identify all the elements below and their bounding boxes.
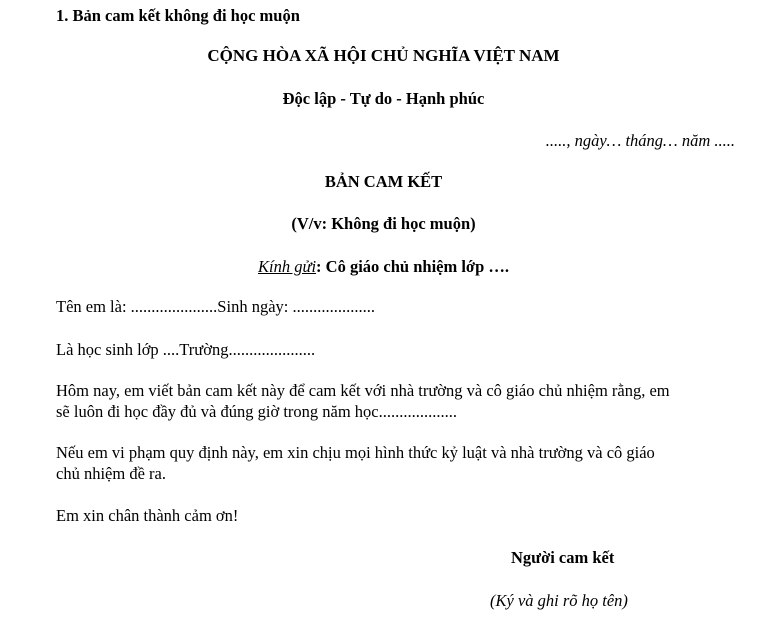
section-heading: 1. Bản cam kết không đi học muộn: [56, 6, 300, 25]
paragraph-2-line-1: Nếu em vi phạm quy định này, em xin chịu mọi hình thức kỷ luật và nhà trường và cô giáo: [56, 443, 655, 462]
date-line: ....., ngày… tháng… năm .....: [545, 131, 735, 150]
signature-title: Người cam kết: [511, 548, 615, 567]
recipient-value: : Cô giáo chủ nhiệm lớp ….: [316, 257, 509, 276]
signature-note: (Ký và ghi rõ họ tên): [490, 591, 628, 610]
motto: Độc lập - Tự do - Hạnh phúc: [282, 89, 485, 108]
class-line: Là học sinh lớp ....Trường.....................: [56, 340, 316, 359]
paragraph-1-line-1: Hôm nay, em viết bản cam kết này để cam kết với nhà trường và cô giáo chủ nhiệm rằng, em: [56, 381, 670, 400]
paragraph-2-line-2: chủ nhiệm đề ra.: [56, 464, 166, 483]
document-subject: (V/v: Không đi học muộn): [291, 214, 476, 233]
national-title: CỘNG HÒA XÃ HỘI CHỦ NGHĨA VIỆT NAM: [207, 46, 560, 65]
name-line: Tên em là: .....................Sinh ngày: ....................: [56, 297, 375, 316]
document-title: BẢN CAM KẾT: [324, 172, 443, 191]
paragraph-1-line-2: sẽ luôn đi học đầy đủ và đúng giờ trong năm học...................: [56, 402, 458, 421]
recipient-label: Kính gửi: [257, 257, 317, 276]
thanks-line: Em xin chân thành cảm ơn!: [56, 506, 239, 525]
recipient-line: [0, 257, 767, 277]
